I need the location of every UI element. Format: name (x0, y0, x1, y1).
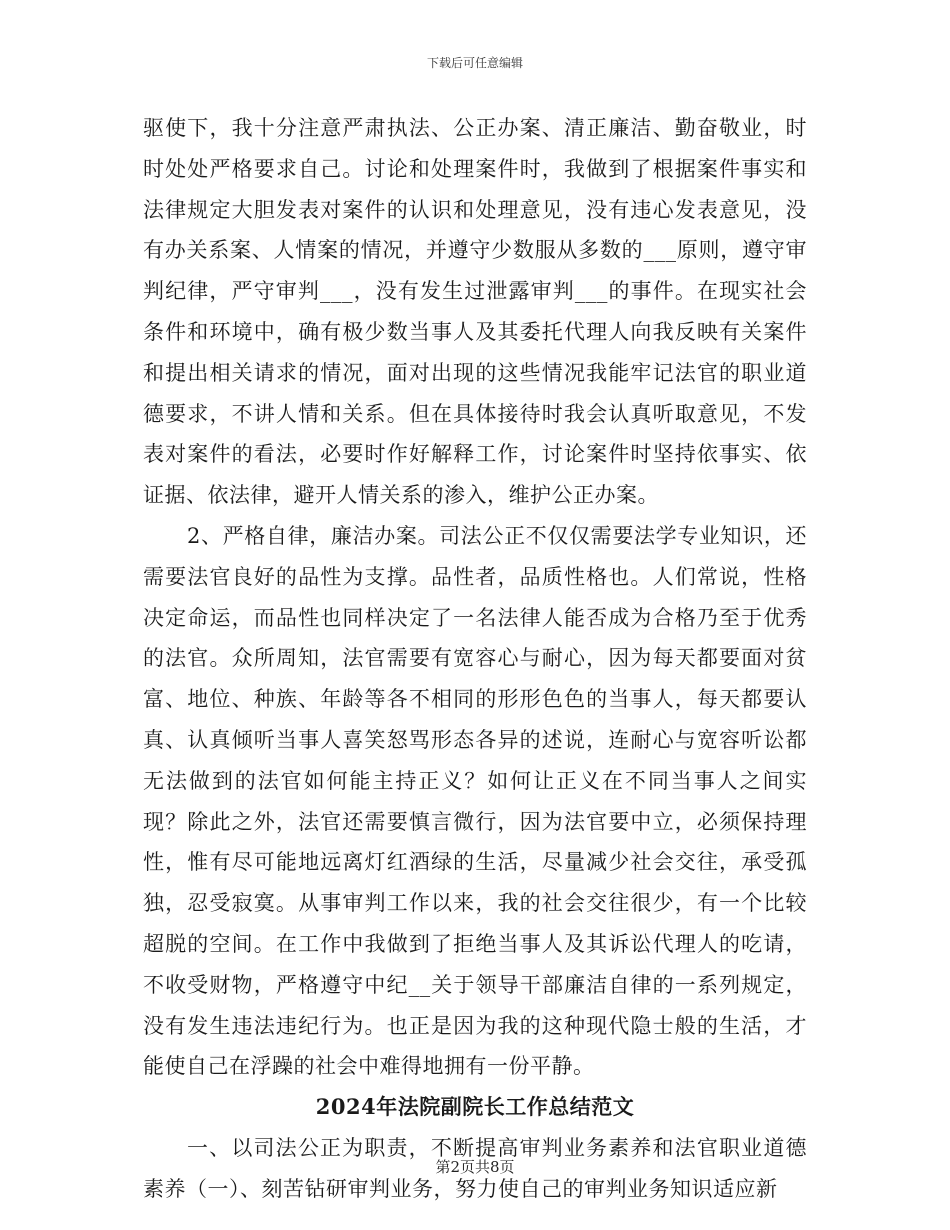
page-header: 下载后可任意编辑 (426, 56, 523, 70)
paragraph-1: 驱使下，我十分注意严肃执法、公正办案、清正廉洁、勤奋敬业，时时处处严格要求自己。讨论和处理案件时，我做到了根据案件事实和法律规定大胆发表对案件的认识和处理意见，没有违心发表意见，没有办关系案、人情案的情况，并遵守少数服从多数的___原则，遵守审判纪律，严守审判___，没有发生过泄露审判___的事件。在现实社会条件和环境中，确有极少数当事人及其委托代理人向我反映有关案件和提出相关请求的情况，面对出现的这些情况我能牢记法官的职业道德要求，不讲人情和关系。但在具体接待时我会认真听取意见，不发表对案件的看法，必要时作好解释工作，讨论案件时坚持依事实、依证据、依法律，避开人情关系的渗入，维护公正办案。 (143, 116, 807, 508)
paragraph-3: 一、以司法公正为职责，不断提高审判业务素养和法官职业道德素养（一）、刻苦钻研审判业务，努力使自己的审判业务知识适应新 (143, 1135, 807, 1201)
page-footer: 第2页共8页 (435, 1158, 515, 1176)
paragraph-2: 2、严格自律，廉洁办案。司法公正不仅仅需要法学专业知识，还需要法官良好的品性为支撑。品性者，品质性格也。人们常说，性格决定命运，而品性也同样决定了一名法律人能否成为合格乃至于优秀的法官。众所周知，法官需要有宽容心与耐心，因为每天都要面对贫富、地位、种族、年龄等各不相同的形形色色的当事人，每天都要认真、认真倾听当事人喜笑怒骂形态各异的述说，连耐心与宽容听讼都无法做到的法官如何能主持正义？如何让正义在不同当事人之间实现？除此之外，法官还需要慎言微行，因为法官要中立，必须保持理性，惟有尽可能地远离灯红酒绿的生活，尽量减少社会交往，承受孤独，忍受寂寞。从事审判工作以来，我的社会交往很少，有一个比较超脱的空间。在工作中我做到了拒绝当事人及其诉讼代理人的吃请，不收受财物，严格遵守中纪__关于领导干部廉洁自律的一系列规定，没有发生违法违纪行为。也正是因为我的这种现代隐士般的生活，才能使自己在浮躁的社会中难得地拥有一份平静。 (143, 523, 807, 1079)
document-body (143, 108, 807, 1210)
section-title: 2024年法院副院长工作总结范文 (315, 1094, 635, 1120)
